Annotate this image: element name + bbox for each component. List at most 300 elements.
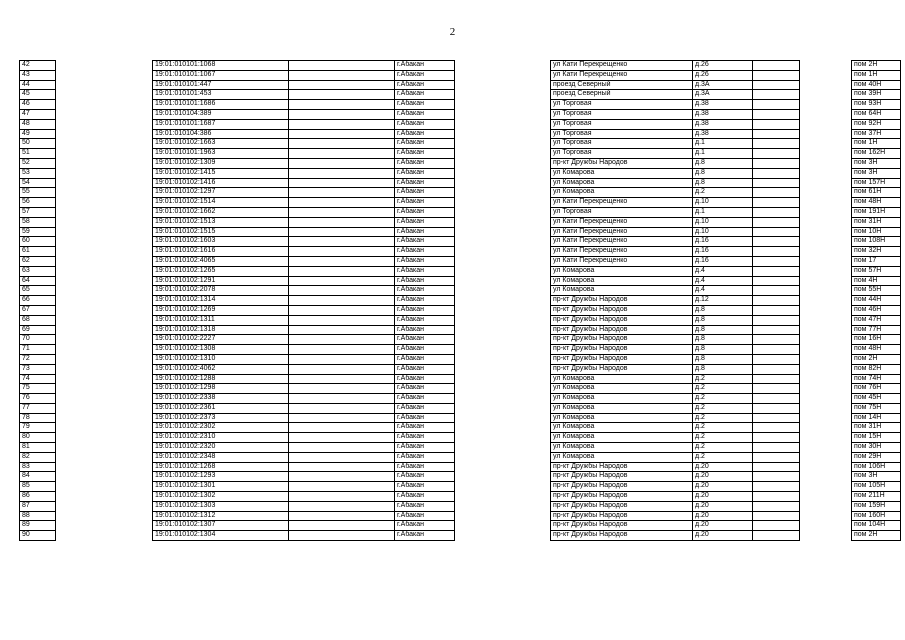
- empty-cell: [753, 207, 800, 217]
- room-cell: пом 48Н: [852, 345, 901, 355]
- room-cell: пом 108Н: [852, 237, 901, 247]
- empty-cell: [289, 511, 395, 521]
- empty-cell: [753, 511, 800, 521]
- spacer-cell: [56, 286, 153, 296]
- empty-cell: [753, 443, 800, 453]
- empty-cell: [289, 266, 395, 276]
- table-row: [20, 364, 901, 374]
- cadastral-number-cell: 19:01:010102:1318: [153, 325, 289, 335]
- spacer-cell: [800, 70, 852, 80]
- empty-cell: [289, 482, 395, 492]
- city-cell: г.Абакан: [395, 413, 455, 423]
- row-number-cell: 48: [20, 119, 56, 129]
- table-row: [20, 119, 901, 129]
- spacer-cell: [56, 139, 153, 149]
- room-cell: пом 57Н: [852, 266, 901, 276]
- spacer-cell: [455, 90, 551, 100]
- house-cell: д.3А: [693, 90, 753, 100]
- row-number-cell: 88: [20, 511, 56, 521]
- spacer-cell: [56, 354, 153, 364]
- street-cell: ул Комарова: [551, 433, 693, 443]
- city-cell: г.Абакан: [395, 217, 455, 227]
- empty-cell: [289, 158, 395, 168]
- empty-cell: [753, 266, 800, 276]
- empty-cell: [753, 61, 800, 71]
- table-row: [20, 423, 901, 433]
- city-cell: г.Абакан: [395, 207, 455, 217]
- house-cell: д.1: [693, 207, 753, 217]
- row-number-cell: 69: [20, 325, 56, 335]
- spacer-cell: [56, 345, 153, 355]
- row-number-cell: 76: [20, 394, 56, 404]
- empty-cell: [753, 237, 800, 247]
- spacer-cell: [800, 501, 852, 511]
- city-cell: г.Абакан: [395, 394, 455, 404]
- cadastral-number-cell: 19:01:010102:1269: [153, 305, 289, 315]
- empty-cell: [753, 384, 800, 394]
- table-row: [20, 433, 901, 443]
- city-cell: г.Абакан: [395, 433, 455, 443]
- table-row: [20, 472, 901, 482]
- city-cell: г.Абакан: [395, 296, 455, 306]
- cadastral-number-cell: 19:01:010102:1312: [153, 511, 289, 521]
- cadastral-number-cell: 19:01:010102:1308: [153, 345, 289, 355]
- spacer-cell: [455, 188, 551, 198]
- empty-cell: [753, 247, 800, 257]
- spacer-cell: [455, 198, 551, 208]
- table-row: [20, 158, 901, 168]
- row-number-cell: 80: [20, 433, 56, 443]
- cadastral-number-cell: 19:01:010102:2348: [153, 452, 289, 462]
- house-cell: д.2: [693, 413, 753, 423]
- row-number-cell: 79: [20, 423, 56, 433]
- empty-cell: [753, 354, 800, 364]
- street-cell: ул Торговая: [551, 139, 693, 149]
- room-cell: пом 40Н: [852, 80, 901, 90]
- registry-table: [19, 60, 901, 541]
- house-cell: д.16: [693, 237, 753, 247]
- spacer-cell: [56, 237, 153, 247]
- house-cell: д.20: [693, 482, 753, 492]
- spacer-cell: [56, 247, 153, 257]
- room-cell: пом 2Н: [852, 61, 901, 71]
- row-number-cell: 86: [20, 492, 56, 502]
- house-cell: д.26: [693, 70, 753, 80]
- empty-cell: [753, 198, 800, 208]
- room-cell: пом 47Н: [852, 315, 901, 325]
- house-cell: д.10: [693, 227, 753, 237]
- row-number-cell: 44: [20, 80, 56, 90]
- cadastral-number-cell: 19:01:010101:1687: [153, 119, 289, 129]
- spacer-cell: [56, 423, 153, 433]
- spacer-cell: [56, 61, 153, 71]
- city-cell: г.Абакан: [395, 70, 455, 80]
- table-row: [20, 384, 901, 394]
- table-row: [20, 90, 901, 100]
- spacer-cell: [56, 207, 153, 217]
- spacer-cell: [455, 472, 551, 482]
- street-cell: ул Кати Перекрещенко: [551, 247, 693, 257]
- house-cell: д.20: [693, 492, 753, 502]
- spacer-cell: [800, 129, 852, 139]
- street-cell: пр-кт Дружбы Народов: [551, 472, 693, 482]
- row-number-cell: 54: [20, 178, 56, 188]
- table-row: [20, 335, 901, 345]
- room-cell: пом 82Н: [852, 364, 901, 374]
- empty-cell: [289, 178, 395, 188]
- spacer-cell: [455, 423, 551, 433]
- room-cell: пом 159Н: [852, 501, 901, 511]
- empty-cell: [753, 433, 800, 443]
- row-number-cell: 77: [20, 403, 56, 413]
- spacer-cell: [56, 188, 153, 198]
- spacer-cell: [800, 423, 852, 433]
- table-row: [20, 325, 901, 335]
- room-cell: пом 106Н: [852, 462, 901, 472]
- row-number-cell: 83: [20, 462, 56, 472]
- empty-cell: [289, 237, 395, 247]
- empty-cell: [289, 61, 395, 71]
- empty-cell: [753, 286, 800, 296]
- cadastral-number-cell: 19:01:010104:389: [153, 109, 289, 119]
- spacer-cell: [800, 521, 852, 531]
- empty-cell: [289, 531, 395, 541]
- house-cell: д.2: [693, 374, 753, 384]
- spacer-cell: [455, 100, 551, 110]
- spacer-cell: [455, 256, 551, 266]
- row-number-cell: 63: [20, 266, 56, 276]
- house-cell: д.2: [693, 188, 753, 198]
- house-cell: д.8: [693, 168, 753, 178]
- cadastral-number-cell: 19:01:010102:1662: [153, 207, 289, 217]
- empty-cell: [753, 139, 800, 149]
- spacer-cell: [800, 482, 852, 492]
- room-cell: пом 37Н: [852, 129, 901, 139]
- spacer-cell: [800, 364, 852, 374]
- cadastral-number-cell: 19:01:010101:1067: [153, 70, 289, 80]
- spacer-cell: [56, 119, 153, 129]
- cadastral-number-cell: 19:01:010102:2227: [153, 335, 289, 345]
- spacer-cell: [56, 100, 153, 110]
- spacer-cell: [56, 384, 153, 394]
- city-cell: г.Абакан: [395, 90, 455, 100]
- street-cell: ул Комарова: [551, 188, 693, 198]
- row-number-cell: 43: [20, 70, 56, 80]
- row-number-cell: 66: [20, 296, 56, 306]
- cadastral-number-cell: 19:01:010102:1293: [153, 472, 289, 482]
- city-cell: г.Абакан: [395, 305, 455, 315]
- city-cell: г.Абакан: [395, 286, 455, 296]
- empty-cell: [753, 90, 800, 100]
- spacer-cell: [800, 511, 852, 521]
- city-cell: г.Абакан: [395, 109, 455, 119]
- spacer-cell: [800, 217, 852, 227]
- spacer-cell: [56, 158, 153, 168]
- house-cell: д.8: [693, 315, 753, 325]
- row-number-cell: 73: [20, 364, 56, 374]
- empty-cell: [289, 345, 395, 355]
- cadastral-number-cell: 19:01:010102:4062: [153, 364, 289, 374]
- house-cell: д.20: [693, 462, 753, 472]
- empty-cell: [753, 70, 800, 80]
- empty-cell: [289, 335, 395, 345]
- spacer-cell: [800, 472, 852, 482]
- cadastral-number-cell: 19:01:010102:1265: [153, 266, 289, 276]
- table-row: [20, 531, 901, 541]
- spacer-cell: [455, 158, 551, 168]
- room-cell: пом 3Н: [852, 158, 901, 168]
- room-cell: пом 2Н: [852, 354, 901, 364]
- row-number-cell: 55: [20, 188, 56, 198]
- house-cell: д.8: [693, 178, 753, 188]
- empty-cell: [753, 462, 800, 472]
- spacer-cell: [455, 266, 551, 276]
- cadastral-number-cell: 19:01:010102:1415: [153, 168, 289, 178]
- spacer-cell: [800, 119, 852, 129]
- street-cell: ул Торговая: [551, 149, 693, 159]
- empty-cell: [289, 305, 395, 315]
- row-number-cell: 78: [20, 413, 56, 423]
- empty-cell: [289, 325, 395, 335]
- spacer-cell: [800, 354, 852, 364]
- empty-cell: [289, 139, 395, 149]
- empty-cell: [753, 100, 800, 110]
- empty-cell: [289, 364, 395, 374]
- empty-cell: [753, 482, 800, 492]
- cadastral-number-cell: 19:01:010101:447: [153, 80, 289, 90]
- cadastral-number-cell: 19:01:010102:1515: [153, 227, 289, 237]
- spacer-cell: [455, 345, 551, 355]
- table-row: [20, 247, 901, 257]
- table-row: [20, 80, 901, 90]
- cadastral-number-cell: 19:01:010102:1307: [153, 521, 289, 531]
- street-cell: ул Кати Перекрещенко: [551, 61, 693, 71]
- room-cell: пом 1Н: [852, 139, 901, 149]
- room-cell: пом 30Н: [852, 443, 901, 453]
- cadastral-number-cell: 19:01:010102:1616: [153, 247, 289, 257]
- empty-cell: [289, 80, 395, 90]
- house-cell: д.8: [693, 335, 753, 345]
- spacer-cell: [455, 394, 551, 404]
- table-row: [20, 109, 901, 119]
- city-cell: г.Абакан: [395, 335, 455, 345]
- empty-cell: [289, 188, 395, 198]
- empty-cell: [289, 198, 395, 208]
- cadastral-number-cell: 19:01:010102:1304: [153, 531, 289, 541]
- cadastral-number-cell: 19:01:010102:1268: [153, 462, 289, 472]
- street-cell: ул Торговая: [551, 109, 693, 119]
- room-cell: пом 48Н: [852, 198, 901, 208]
- house-cell: д.38: [693, 109, 753, 119]
- street-cell: ул Кати Перекрещенко: [551, 217, 693, 227]
- spacer-cell: [56, 472, 153, 482]
- spacer-cell: [56, 443, 153, 453]
- city-cell: г.Абакан: [395, 149, 455, 159]
- spacer-cell: [455, 374, 551, 384]
- spacer-cell: [455, 237, 551, 247]
- empty-cell: [753, 325, 800, 335]
- cadastral-number-cell: 19:01:010101:1963: [153, 149, 289, 159]
- street-cell: проезд Северный: [551, 80, 693, 90]
- row-number-cell: 65: [20, 286, 56, 296]
- empty-cell: [753, 227, 800, 237]
- spacer-cell: [56, 109, 153, 119]
- room-cell: пом 92Н: [852, 119, 901, 129]
- spacer-cell: [800, 305, 852, 315]
- row-number-cell: 45: [20, 90, 56, 100]
- street-cell: пр-кт Дружбы Народов: [551, 492, 693, 502]
- spacer-cell: [800, 168, 852, 178]
- spacer-cell: [800, 256, 852, 266]
- cadastral-number-cell: 19:01:010102:2338: [153, 394, 289, 404]
- house-cell: д.8: [693, 354, 753, 364]
- empty-cell: [289, 296, 395, 306]
- room-cell: пом 31Н: [852, 217, 901, 227]
- spacer-cell: [800, 531, 852, 541]
- spacer-cell: [56, 305, 153, 315]
- empty-cell: [753, 80, 800, 90]
- row-number-cell: 72: [20, 354, 56, 364]
- empty-cell: [289, 452, 395, 462]
- spacer-cell: [800, 198, 852, 208]
- spacer-cell: [800, 178, 852, 188]
- empty-cell: [289, 100, 395, 110]
- spacer-cell: [455, 247, 551, 257]
- street-cell: ул Комарова: [551, 394, 693, 404]
- empty-cell: [289, 227, 395, 237]
- street-cell: ул Комарова: [551, 443, 693, 453]
- empty-cell: [753, 315, 800, 325]
- city-cell: г.Абакан: [395, 227, 455, 237]
- city-cell: г.Абакан: [395, 511, 455, 521]
- spacer-cell: [800, 276, 852, 286]
- house-cell: д.1: [693, 149, 753, 159]
- cadastral-number-cell: 19:01:010102:1416: [153, 178, 289, 188]
- spacer-cell: [800, 61, 852, 71]
- table-row: [20, 207, 901, 217]
- spacer-cell: [800, 100, 852, 110]
- street-cell: пр-кт Дружбы Народов: [551, 501, 693, 511]
- street-cell: ул Кати Перекрещенко: [551, 198, 693, 208]
- empty-cell: [289, 207, 395, 217]
- room-cell: пом 3Н: [852, 168, 901, 178]
- street-cell: пр-кт Дружбы Народов: [551, 511, 693, 521]
- spacer-cell: [56, 149, 153, 159]
- table-row: [20, 70, 901, 80]
- spacer-cell: [56, 374, 153, 384]
- street-cell: проезд Северный: [551, 90, 693, 100]
- cadastral-number-cell: 19:01:010102:4065: [153, 256, 289, 266]
- spacer-cell: [800, 315, 852, 325]
- house-cell: д.1: [693, 139, 753, 149]
- table-row: [20, 198, 901, 208]
- cadastral-number-cell: 19:01:010101:1686: [153, 100, 289, 110]
- empty-cell: [753, 472, 800, 482]
- empty-cell: [753, 403, 800, 413]
- empty-cell: [289, 286, 395, 296]
- house-cell: д.20: [693, 521, 753, 531]
- spacer-cell: [56, 492, 153, 502]
- cadastral-number-cell: 19:01:010102:1310: [153, 354, 289, 364]
- table-row: [20, 188, 901, 198]
- empty-cell: [289, 315, 395, 325]
- spacer-cell: [455, 296, 551, 306]
- spacer-cell: [455, 80, 551, 90]
- cadastral-number-cell: 19:01:010102:2361: [153, 403, 289, 413]
- spacer-cell: [455, 354, 551, 364]
- table-row: [20, 217, 901, 227]
- spacer-cell: [800, 413, 852, 423]
- spacer-cell: [56, 256, 153, 266]
- city-cell: г.Абакан: [395, 521, 455, 531]
- table-row: [20, 276, 901, 286]
- city-cell: г.Абакан: [395, 501, 455, 511]
- spacer-cell: [56, 433, 153, 443]
- empty-cell: [289, 374, 395, 384]
- empty-cell: [753, 149, 800, 159]
- house-cell: д.4: [693, 276, 753, 286]
- city-cell: г.Абакан: [395, 325, 455, 335]
- house-cell: д.10: [693, 198, 753, 208]
- city-cell: г.Абакан: [395, 472, 455, 482]
- cadastral-number-cell: 19:01:010102:1513: [153, 217, 289, 227]
- street-cell: пр-кт Дружбы Народов: [551, 531, 693, 541]
- city-cell: г.Абакан: [395, 168, 455, 178]
- street-cell: ул Комарова: [551, 413, 693, 423]
- street-cell: пр-кт Дружбы Народов: [551, 521, 693, 531]
- room-cell: пом 15Н: [852, 433, 901, 443]
- spacer-cell: [800, 384, 852, 394]
- row-number-cell: 74: [20, 374, 56, 384]
- spacer-cell: [800, 158, 852, 168]
- table-row: [20, 100, 901, 110]
- spacer-cell: [56, 296, 153, 306]
- spacer-cell: [56, 80, 153, 90]
- street-cell: ул Комарова: [551, 266, 693, 276]
- street-cell: ул Торговая: [551, 119, 693, 129]
- street-cell: пр-кт Дружбы Народов: [551, 305, 693, 315]
- cadastral-number-cell: 19:01:010104:386: [153, 129, 289, 139]
- street-cell: ул Комарова: [551, 423, 693, 433]
- spacer-cell: [56, 227, 153, 237]
- table-row: [20, 443, 901, 453]
- cadastral-number-cell: 19:01:010102:2302: [153, 423, 289, 433]
- row-number-cell: 56: [20, 198, 56, 208]
- row-number-cell: 67: [20, 305, 56, 315]
- street-cell: ул Кати Перекрещенко: [551, 227, 693, 237]
- city-cell: г.Абакан: [395, 266, 455, 276]
- city-cell: г.Абакан: [395, 100, 455, 110]
- street-cell: пр-кт Дружбы Народов: [551, 354, 693, 364]
- room-cell: пом 77Н: [852, 325, 901, 335]
- city-cell: г.Абакан: [395, 188, 455, 198]
- city-cell: г.Абакан: [395, 256, 455, 266]
- room-cell: пом 211Н: [852, 492, 901, 502]
- street-cell: пр-кт Дружбы Народов: [551, 335, 693, 345]
- table-row: [20, 521, 901, 531]
- cadastral-number-cell: 19:01:010102:1298: [153, 384, 289, 394]
- empty-cell: [289, 384, 395, 394]
- spacer-cell: [56, 198, 153, 208]
- cadastral-number-cell: 19:01:010102:1311: [153, 315, 289, 325]
- room-cell: пом 157Н: [852, 178, 901, 188]
- empty-cell: [289, 443, 395, 453]
- city-cell: г.Абакан: [395, 403, 455, 413]
- spacer-cell: [455, 70, 551, 80]
- spacer-cell: [455, 207, 551, 217]
- empty-cell: [289, 276, 395, 286]
- empty-cell: [753, 374, 800, 384]
